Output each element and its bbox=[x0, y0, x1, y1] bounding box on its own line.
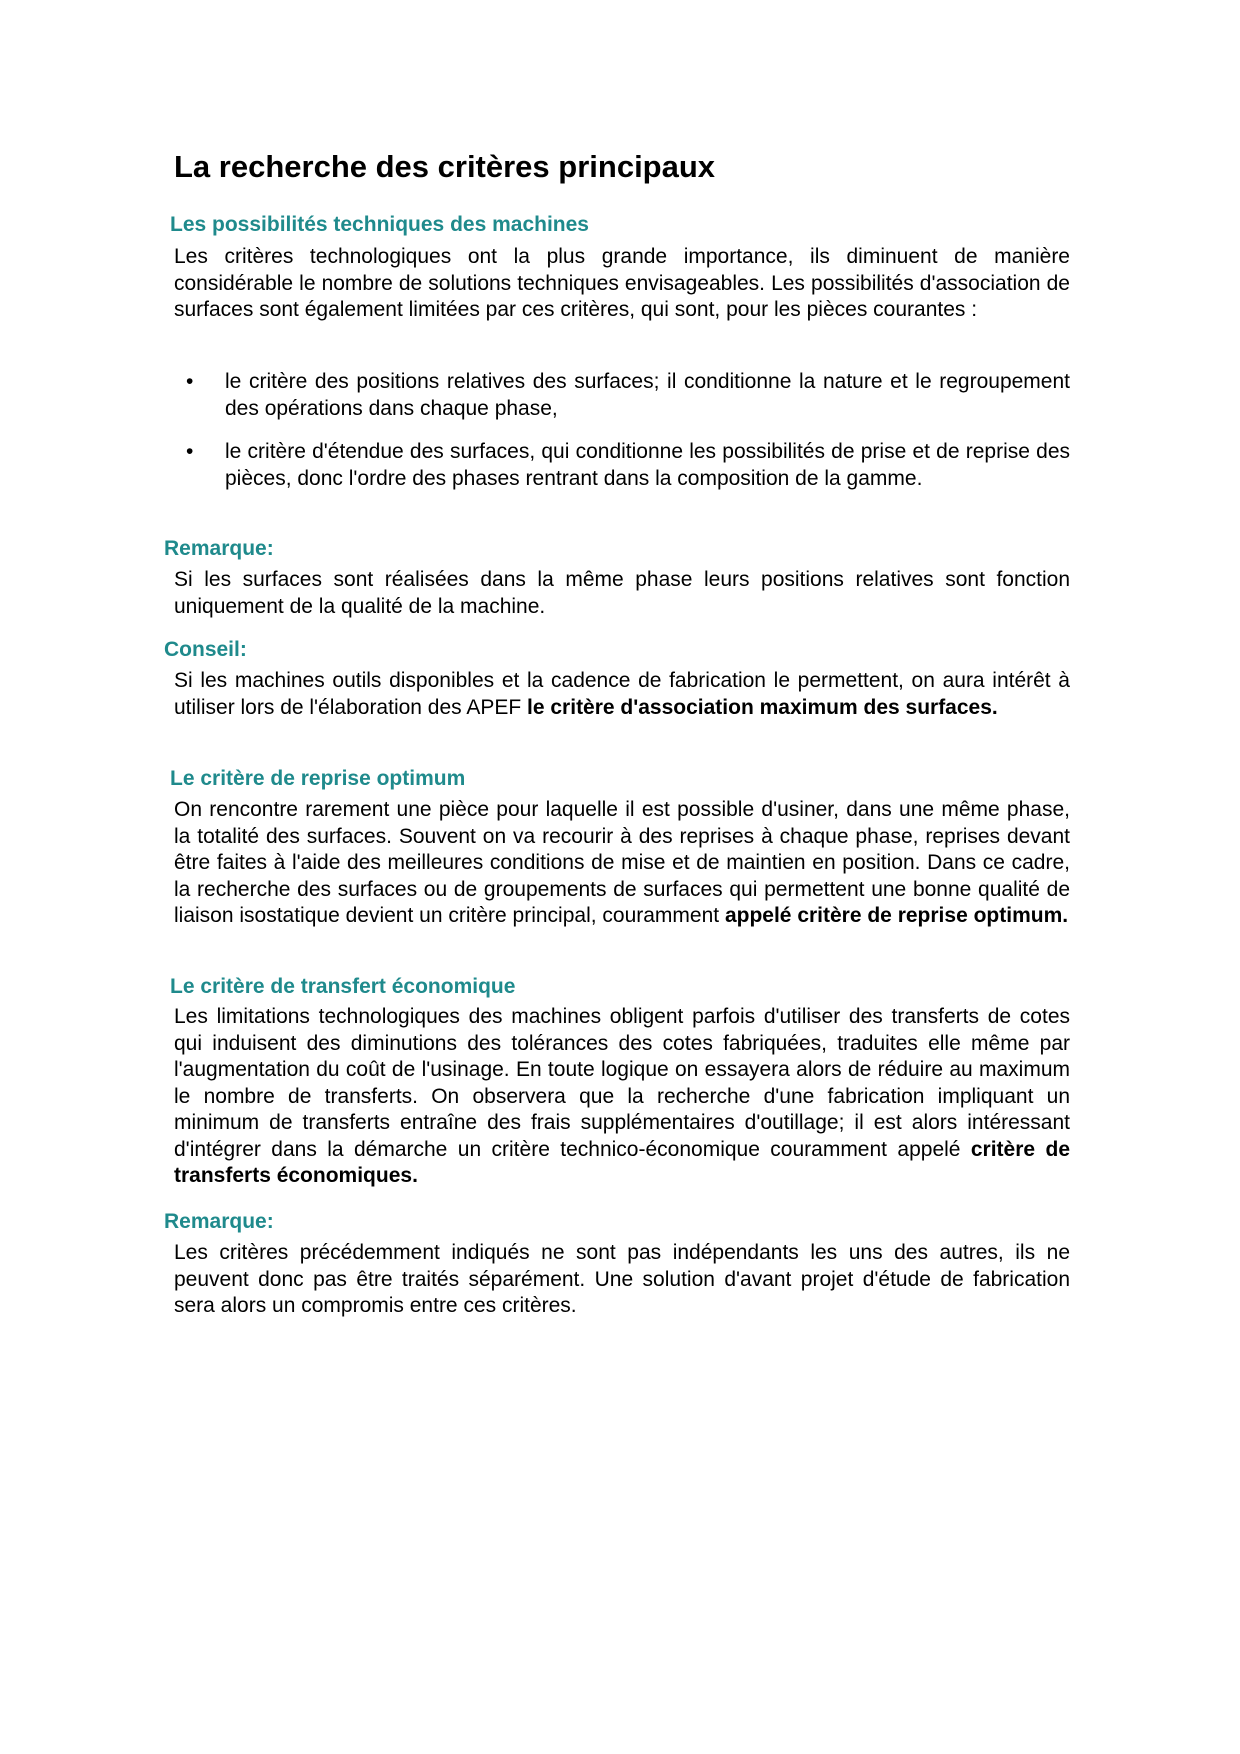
transfert-text-bold: critère de transferts économiques. bbox=[174, 1137, 1070, 1187]
transfert-text-normal: Les limitations technologiques des machines obligent parfois d'utiliser des transferts de cotes qui induisent des diminutions des tolérances des cotes fabriquées, traduites elle même par l'augmentation du coût de l'usinage. En toute logique on essayera alors de réduire au maximum le nombre de transferts. On observera que la recherche d'une fabrication impliquant un minimum de transferts entraîne des frais supplémentaires d'outillage; il est alors intéressant d'intégrer dans la démarche un critère technico-économique couramment appelé bbox=[174, 1005, 1070, 1161]
list-item bbox=[174, 369, 1070, 422]
section-paragraph-transfert bbox=[174, 1004, 1070, 1190]
reprise-text-bold: appelé critère de reprise optimum. bbox=[724, 904, 1069, 927]
section-paragraph-reprise bbox=[174, 797, 1070, 930]
page-title: La recherche des critères principaux bbox=[174, 149, 716, 184]
section-paragraph-machines: Les critères technologiques ont la plus grande importance, ils diminuent de manière considérable le nombre de solutions techniques envisageables. Les possibilités d'association de surfaces sont également limitées par ces critères, qui sont, pour les pièces courantes : bbox=[174, 245, 1070, 321]
section-heading-machines: Les possibilités techniques des machines bbox=[170, 213, 589, 236]
advice-text-bold: le critère d'association maximum des surfaces. bbox=[527, 695, 998, 719]
list-item bbox=[174, 439, 1070, 492]
remark-heading: Remarque: bbox=[164, 537, 274, 560]
remark-heading: Remarque: bbox=[164, 1210, 274, 1233]
reprise-text-normal: On rencontre rarement une pièce pour laquelle il est possible d'usiner, dans une même phase, la totalité des surfaces. Souvent on va recourir à des reprises à chaque phase, reprises devant être faites à l'aide des meilleures conditions de mise et de maintien en position. Dans ce cadre, la recherche des surfaces ou de groupements de surfaces qui permettent une bonne qualité de liaison isostatique devient un critère principal, couramment bbox=[174, 798, 1070, 927]
advice-text bbox=[174, 668, 1070, 721]
bullet-marker: • bbox=[186, 370, 194, 393]
bullet-marker: • bbox=[186, 440, 194, 463]
advice-heading: Conseil: bbox=[164, 638, 247, 661]
section-heading-reprise: Le critère de reprise optimum bbox=[170, 767, 466, 790]
section-heading-transfert: Le critère de transfert économique bbox=[170, 975, 516, 998]
advice-text-normal: Si les machines outils disponibles et la cadence de fabrication le permettent, on aura intérêt à utiliser lors de l'élaboration des APEF bbox=[174, 669, 1070, 719]
list-item-text: le critère d'étendue des surfaces, qui conditionne les possibilités de prise et de reprise des pièces, donc l'ordre des phases rentrant dans la composition de la gamme. bbox=[225, 440, 1070, 490]
list-item-text: le critère des positions relatives des surfaces; il conditionne la nature et le regroupement des opérations dans chaque phase, bbox=[225, 370, 1070, 420]
remark-text: Si les surfaces sont réalisées dans la même phase leurs positions relatives sont fonction uniquement de la qualité de la machine. bbox=[174, 568, 1070, 618]
remark-text: Les critères précédemment indiqués ne sont pas indépendants les uns des autres, ils ne peuvent donc pas être traités séparément. Une solution d'avant projet d'étude de fabrication sera alors un compromis entre ces critères. bbox=[174, 1241, 1070, 1317]
